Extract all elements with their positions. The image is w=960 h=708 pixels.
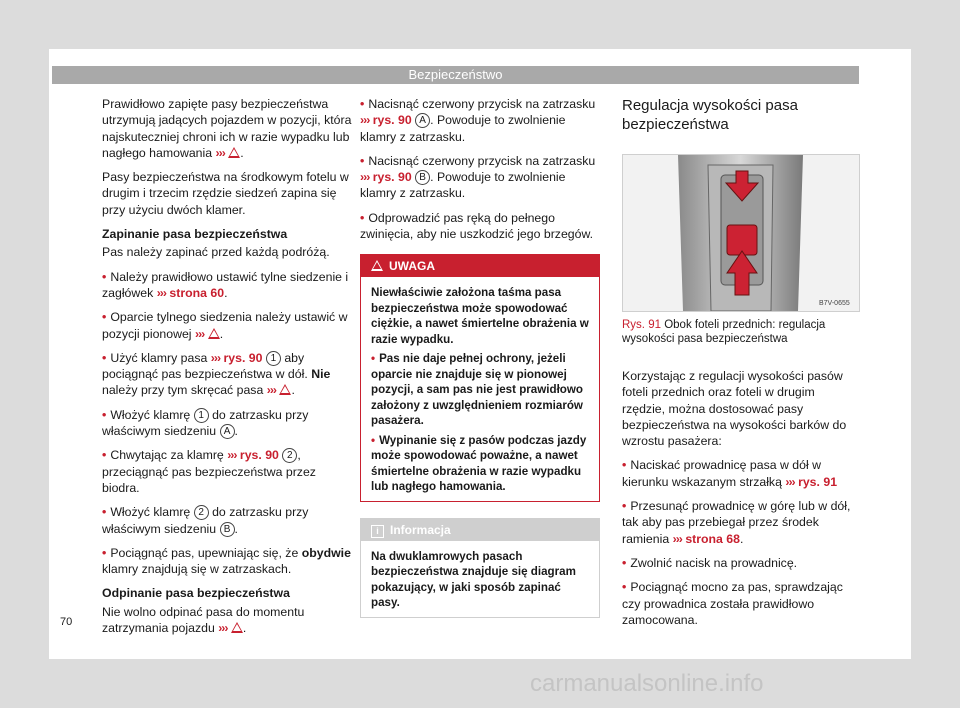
list-item: • Należy prawidłowo ustawić tylne siedzenie i zagłówek ››› strona 60. xyxy=(102,269,354,302)
info-body: Na dwuklamrowych pasach bezpieczeństwa znajduje się diagram pokazujący, w jaki sposób zapinać pasy. xyxy=(371,549,576,610)
list-item: • Odprowadzić pas ręką do pełnego zwinięcia, aby nie uszkodzić jego brzegów. xyxy=(360,210,600,243)
callout-letter: A xyxy=(220,424,235,439)
list-item: • Użyć klamry pasa ››› rys. 90 1 aby pociągnąć pas bezpieczeństwa w dół. Nie należy przy tym skręcać pasa ››› . xyxy=(102,350,354,399)
paragraph: Prawidłowo zapięte pasy bezpieczeństwa utrzymują jadących pojazdem w pozycji, która najskuteczniej chroni ich w razie wypadku lub nagłego hamowania ››› . xyxy=(102,97,352,160)
paragraph: Pasy bezpieczeństwa na środkowym fotelu w drugim i trzecim rzędzie siedzeń zapina się przy użyciu dwóch klamer. xyxy=(102,170,349,217)
callout-letter: B xyxy=(220,522,235,537)
warning-header: UWAGA xyxy=(361,255,599,277)
page-header: Bezpieczeństwo xyxy=(52,66,859,84)
callout-number: 1 xyxy=(266,351,281,366)
list-item: • Zwolnić nacisk na prowadnicę. xyxy=(622,555,860,571)
warning-icon xyxy=(371,260,383,271)
warning-body: Niewłaściwie założona taśma pasa bezpieczeństwa może spowodować ciężkie, a nawet śmiertelne obrażenia w razie wypadku. • Pas nie daje pełnej ochrony, jeżeli oparcie nie znajduje się w pionowej pozycji, a sam pas nie jest prawidłowo założony z uwzględnieniem rozmiarów pasażera. • Wypinanie się z pasów podczas jazdy może spowodować poważne, a nawet śmiertelne obrażenia w razie wypadku lub nagłego hamowania. xyxy=(361,277,599,501)
list-item: • Pociągnąć mocno za pas, sprawdzając czy prowadnica została prawidłowo zamocowana. xyxy=(622,579,860,628)
list-item: • Chwytając za klamrę ››› rys. 90 2 , przeciągnąć pas bezpieczeństwa przez biodra. xyxy=(102,447,354,496)
figure-link[interactable]: rys. 90 xyxy=(372,170,412,185)
page-link[interactable]: strona 60 xyxy=(169,285,225,300)
list-item: • Pas nie daje pełnej ochrony, jeżeli oparcie nie znajduje się w pionowej pozycji, a sam pas nie jest prawidłowo założony z uwzględnieniem rozmiarów pasażera. xyxy=(371,351,589,429)
callout-number: 1 xyxy=(194,408,209,423)
list-item: • Oparcie tylnego siedzenia należy ustawić w pozycji pionowej ››› . xyxy=(102,309,354,342)
heading-release: Odpinanie pasa bezpieczeństwa xyxy=(102,586,290,601)
paragraph: Nie wolno odpinać pasa do momentu zatrzymania pojazdu ››› . xyxy=(102,604,305,636)
figure-link[interactable]: rys. 90 xyxy=(223,350,263,365)
figure-link[interactable]: rys. 91 xyxy=(798,474,838,489)
figure-link[interactable]: rys. 90 xyxy=(372,113,412,128)
column-1 xyxy=(102,96,354,644)
warning-icon xyxy=(279,384,291,395)
info-header: i Informacja xyxy=(361,519,599,541)
paragraph: Pas należy zapinać przed każdą podróżą. xyxy=(102,245,330,260)
paragraph: Korzystając z regulacji wysokości pasów foteli przednich oraz foteli w drugim rzędzie, można dostosować pasy bezpieczeństwa na wysokości barków do wzrostu pasażera: xyxy=(622,369,847,449)
page-number: 70 xyxy=(60,616,73,628)
figure-caption: Rys. 91 Obok foteli przednich: regulacja wysokości pasa bezpieczeństwa xyxy=(622,319,826,345)
warning-icon xyxy=(228,147,240,158)
info-box xyxy=(360,518,600,618)
list-item: • Włożyć klamrę 2 do zatrzasku przy właściwym siedzeniu B . xyxy=(102,504,354,537)
page-link[interactable]: strona 68 xyxy=(685,531,740,546)
watermark: carmanualsonline.info xyxy=(530,670,764,697)
callout-number: 2 xyxy=(194,505,209,520)
list-item: • Wypinanie się z pasów podczas jazdy może spowodować poważne, a nawet śmiertelne obrażenia w razie wypadku lub nagłego hamowania. xyxy=(371,433,589,495)
column-2 xyxy=(360,96,600,618)
warning-box xyxy=(360,254,600,502)
list-item: • Włożyć klamrę 1 do zatrzasku przy właściwym siedzeniu A . xyxy=(102,407,354,440)
section-title: Regulacja wysokości pasa bezpieczeństwa xyxy=(622,97,798,133)
figure-link[interactable]: rys. 90 xyxy=(239,448,279,463)
list-item: • Nacisnąć czerwony przycisk na zatrzasku ››› rys. 90 A . Powoduje to zwolnienie klamry z zatrzasku. xyxy=(360,96,600,145)
list-item: • Przesunąć prowadnicę w górę lub w dół, tak aby pas przebiegał przez środek ramienia ››› strona 68. xyxy=(622,498,860,547)
warning-icon xyxy=(208,328,220,339)
warning-icon xyxy=(231,622,243,633)
list-item: • Naciskać prowadnicę pasa w dół w kierunku wskazanym strzałką ››› rys. 91 xyxy=(622,457,860,490)
callout-letter: B xyxy=(415,170,430,185)
list-item: • Pociągnąć pas, upewniając się, że obydwie klamry znajdują się w zatrzaskach. xyxy=(102,545,354,578)
callout-number: 2 xyxy=(282,448,297,463)
info-icon: i xyxy=(371,525,384,538)
figure-belt-height xyxy=(622,154,860,312)
callout-letter: A xyxy=(415,113,430,128)
list-item: • Nacisnąć czerwony przycisk na zatrzasku ››› rys. 90 B . Powoduje to zwolnienie klamry z zatrzasku. xyxy=(360,153,600,202)
column-3 xyxy=(622,96,860,636)
heading-fasten: Zapinanie pasa bezpieczeństwa xyxy=(102,227,288,242)
belt-adjuster-illustration xyxy=(623,155,859,311)
figure-code: B7V-0655 xyxy=(819,300,850,307)
